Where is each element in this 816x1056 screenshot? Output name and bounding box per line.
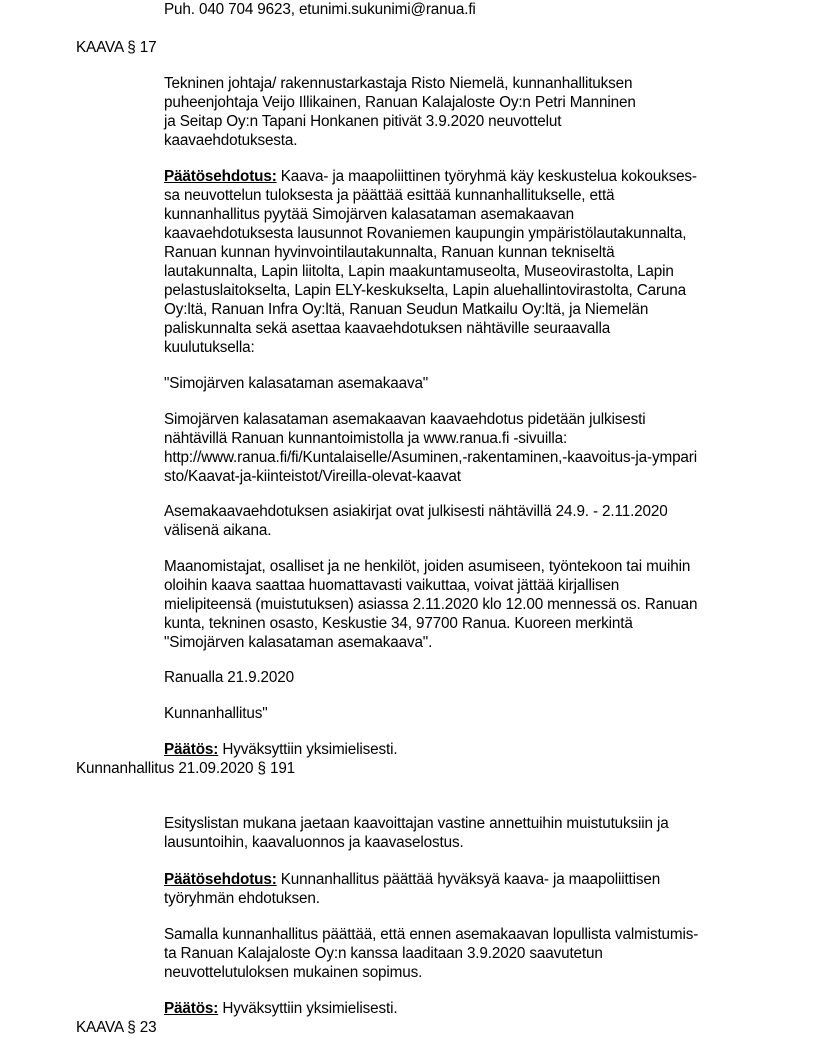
text-line <box>164 870 660 889</box>
decision-label: Päätös: <box>164 741 219 758</box>
proposal-label: Päätösehdotus: <box>164 168 277 185</box>
text-line <box>164 167 697 186</box>
text-line: neuvottelutuloksen mukainen sopimus. <box>164 964 423 981</box>
text-line: oloihin kaava saattaa huomattavasti vaikuttaa, voivat jättää kirjallisen <box>164 577 620 594</box>
decision-text: Hyväksyttiin yksimielisesti. <box>218 1000 398 1017</box>
proposal-text: Kaava- ja maapoliittinen työryhmä käy keskustelua kokoukses- <box>276 168 697 185</box>
decision-label: Päätös: <box>164 1000 219 1017</box>
url-line: sto/Kaavat-ja-kiinteistot/Vireilla-olevat-kaavat <box>164 468 461 485</box>
proposal-text: Kunnanhallitus päättää hyväksyä kaava- ja maapoliittisen <box>276 871 661 888</box>
text-line: kunta, tekninen osasto, Keskustie 34, 97700 Ranua. Kuoreen merkintä <box>164 615 633 632</box>
contact-line: Puh. 040 704 9623, etunimi.sukunimi@ranua.fi <box>164 1 476 18</box>
decision-line-2 <box>164 999 397 1018</box>
text-line: Maanomistajat, osalliset ja ne henkilöt, joiden asumiseen, työntekoon tai muihin <box>164 558 691 575</box>
text-line: kunnanhallitus pyytää Simojärven kalasataman asemakaavan <box>164 206 574 223</box>
text-line: lausuntoihin, kaavaluonnos ja kaavaselostus. <box>164 834 464 851</box>
text-line: Asemakaavaehdotuksen asiakirjat ovat julkisesti nähtävillä 24.9. - 2.11.2020 <box>164 503 668 520</box>
proposal-label: Päätösehdotus: <box>164 871 277 888</box>
section-heading-kaava-17: KAAVA § 17 <box>76 39 157 56</box>
text-line: Simojärven kalasataman asemakaavan kaavaehdotus pidetään julkisesti <box>164 411 646 428</box>
text-line: paliskunnalta sekä asettaa kaavaehdotuksen nähtäville seuraavalla <box>164 320 611 337</box>
text-line: Oy:ltä, Ranuan Infra Oy:ltä, Ranuan Seudun Matkailu Oy:ltä, ja Niemelän <box>164 301 649 318</box>
text-line: Esityslistan mukana jaetaan kaavoittajan vastine annettuihin muistutuksiin ja <box>164 815 669 832</box>
section-heading-kunnanhallitus-191: Kunnanhallitus 21.09.2020 § 191 <box>76 760 296 777</box>
text-line: kaavaehdotuksesta lausunnot Rovaniemen kaupungin ympäristölautakunnalta, <box>164 225 687 242</box>
text-line: välisenä aikana. <box>164 522 272 539</box>
text-line: pelastuslaitokselta, Lapin ELY-keskukselta, Lapin aluehallintovirastolta, Caruna <box>164 282 687 299</box>
section-heading-kaava-23: KAAVA § 23 <box>76 1019 157 1036</box>
notice-title: "Simojärven kalasataman asemakaava" <box>164 375 429 392</box>
text-line: Samalla kunnanhallitus päättää, että ennen asemakaavan lopullista valmistumis- <box>164 926 699 943</box>
decision-text: Hyväksyttiin yksimielisesti. <box>218 741 398 758</box>
text-line: kuulutuksella: <box>164 339 255 356</box>
text-line: mielipiteensä (muistutuksen) asiassa 2.11.2020 klo 12.00 mennessä os. Ranuan <box>164 596 698 613</box>
text-line: lautakunnalta, Lapin liitolta, Lapin maakuntamuseolta, Museovirastolta, Lapin <box>164 263 674 280</box>
place-date: Ranualla 21.9.2020 <box>164 669 294 686</box>
text-line: ta Ranuan Kalajaloste Oy:n kanssa laaditaan 3.9.2020 saavutetun <box>164 945 603 962</box>
signatory: Kunnanhallitus" <box>164 705 268 722</box>
text-line: Tekninen johtaja/ rakennustarkastaja Risto Niemelä, kunnanhallituksen <box>164 75 633 92</box>
text-line: työryhmän ehdotuksen. <box>164 890 320 907</box>
text-line: nähtävillä Ranuan kunnantoimistolla ja www.ranua.fi -sivuilla: <box>164 430 568 447</box>
text-line: Ranuan kunnan hyvinvointilautakunnalta, Ranuan kunnan tekniseltä <box>164 244 615 261</box>
text-line: ja Seitap Oy:n Tapani Honkanen pitivät 3.9.2020 neuvottelut <box>164 113 562 130</box>
decision-line <box>164 740 397 759</box>
text-line: kaavaehdotuksesta. <box>164 132 298 149</box>
text-line: "Simojärven kalasataman asemakaava". <box>164 634 433 651</box>
text-line: sa neuvottelun tuloksesta ja päättää esittää kunnanhallitukselle, että <box>164 187 615 204</box>
url-line: http://www.ranua.fi/fi/Kuntalaiselle/Asuminen,-rakentaminen,-kaavoitus-ja-ympari <box>164 449 697 466</box>
text-line: puheenjohtaja Veijo Illikainen, Ranuan Kalajaloste Oy:n Petri Manninen <box>164 94 636 111</box>
